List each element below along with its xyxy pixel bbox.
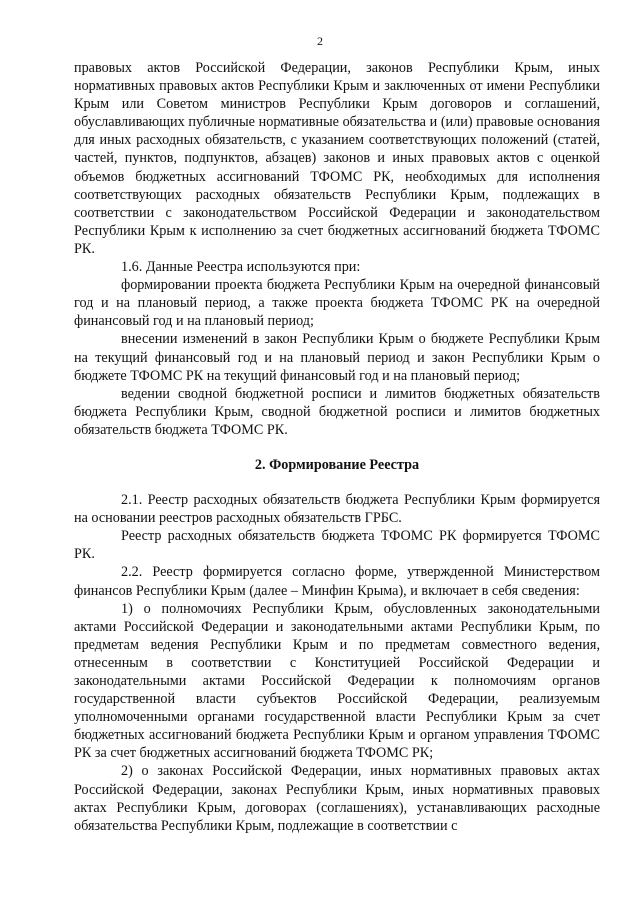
paragraph-list-item-2: внесении изменений в закон Республики Крым о бюджете Республики Крым на текущий финансовый год и на плановый период и закон Республики Крым о бюджете ТФОМС РК на текущий финансовый год и на плановый период; (74, 331, 600, 384)
page-number: 2 (317, 34, 323, 48)
section-heading: 2. Формирование Реестра (254, 456, 420, 473)
paragraph-list-item-1: формировании проекта бюджета Республики Крым на очередной финансовый год и на плановый период, а также проекта бюджета ТФОМС РК на очередной финансовый год и на плановый период; (74, 277, 600, 330)
paragraph-list-item-3: ведении сводной бюджетной росписи и лимитов бюджетных обязательств бюджета Республики Крым, сводной бюджетной росписи и лимитов бюджетных обязательств бюджета ТФОМС РК. (74, 385, 600, 438)
paragraph-item-1: 1) о полномочиях Республики Крым, обусловленных законодательными актами Российской Федерации и законодательными актами Республики Крым, по предметам ведения Республики Крым и по предметам совместного ведения, отнесенным в соответствии с Конституцией Российской Федерации и законодательными актами Российской Федерации к полномочиям органов государственной власти субъектов Российской Федерации, реализуемым уполномоченными органами государственной власти Республики Крым за счет бюджетных ассигнований бюджета Республики Крым и органом управления ТФОМС РК за счет бюджетных ассигнований бюджета ТФОМС РК; (74, 600, 600, 762)
paragraph-1-6: 1.6. Данные Реестра используются при: (121, 259, 361, 276)
paragraph-item-2: 2) о законах Российской Федерации, иных нормативных правовых актах Российской Федерации, законах Республики Крым, иных нормативных правовых актах Республики Крым, договорах (соглашениях), устанавливающих расходные обязательства Республики Крым, подлежащие в соответствии с (74, 763, 600, 834)
paragraph-2-1: 2.1. Реестр расходных обязательств бюджета Республики Крым формируется на основании реестров расходных обязательств ГРБС. (74, 492, 600, 527)
document-body (74, 59, 600, 835)
paragraph-2-1-b: Реестр расходных обязательств бюджета ТФОМС РК формируется ТФОМС РК. (74, 528, 600, 563)
paragraph-continuation: правовых актов Российской Федерации, законов Республики Крым, иных нормативных правовых актов Республики Крым и заключенных от имени Республики Крым или Советом министров Республики Крым договоров и соглашений, обуславливающих публичные нормативные обязательства и (или) правовые основания для иных расходных обязательств, с указанием соответствующих положений (статей, частей, пунктов, подпунктов, абзацев) законов и иных правовых актов с оценкой объемов бюджетных ассигнований ТФОМС РК, необходимых для исполнения соответствующих расходных обязательств Республики Крым, подлежащих в соответствии с законодательством Российской Федерации и законодательством Республики Крым к исполнению за счет бюджетных ассигнований бюджета ТФОМС РК. (74, 60, 600, 257)
paragraph-2-2: 2.2. Реестр формируется согласно форме, утвержденной Министерством финансов Республики Крым (далее – Минфин Крыма), и включает в себя сведения: (74, 564, 600, 599)
